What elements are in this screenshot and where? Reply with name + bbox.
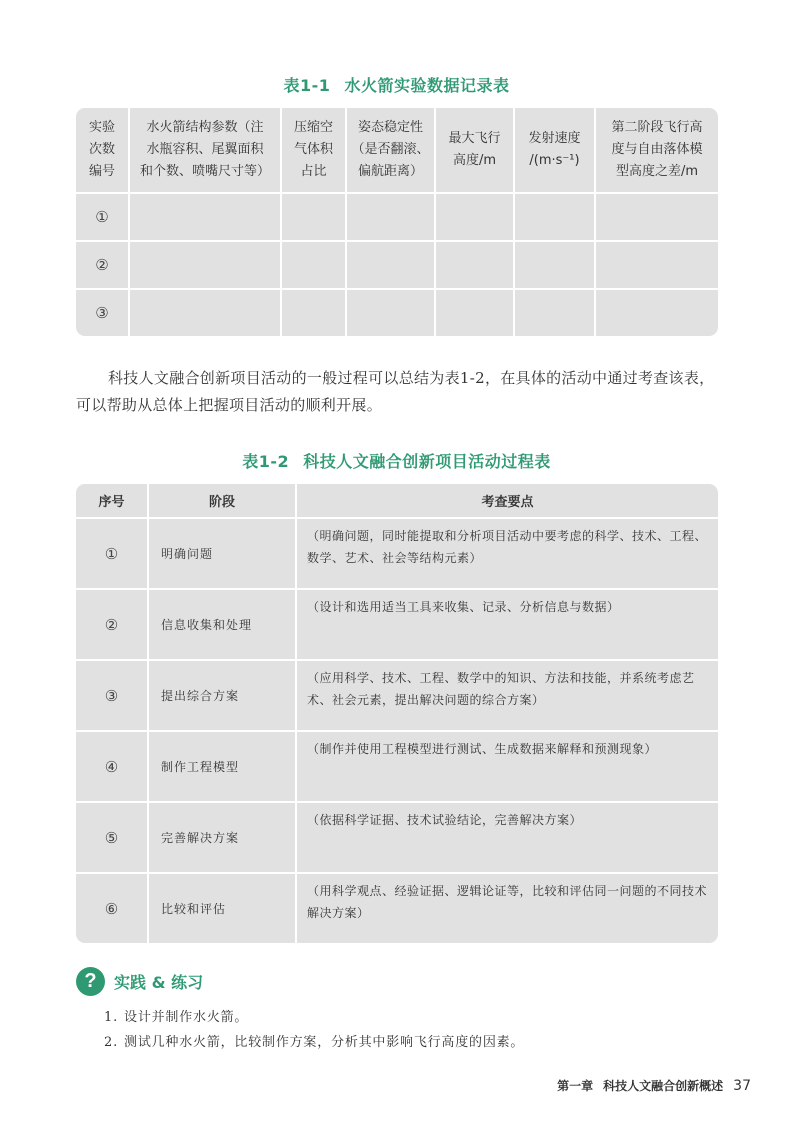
table2-row-number: ② [76, 589, 148, 660]
exercise-item [104, 1006, 248, 1025]
table1-empty-cell [346, 289, 435, 336]
table2-header-number: 序号 [76, 484, 148, 518]
table2-row-stage: 明确问题 [148, 518, 296, 589]
table1-empty-cell [595, 193, 718, 241]
table2-row [76, 660, 718, 731]
practice-title: 实践 & 练习 [114, 972, 204, 992]
table1-empty-cell [281, 289, 346, 336]
table2-row-points: （用科学观点、经验证据、逻辑论证等，比较和评估同一问题的不同技术解决方案） [296, 873, 718, 943]
table1 [76, 108, 718, 336]
table1-header-cell: 发射速度 /(m·s⁻¹) [514, 108, 595, 193]
table2-row-number: ① [76, 518, 148, 589]
table2-row-number: ⑥ [76, 873, 148, 943]
table1-header-cell: 实验 次数 编号 [76, 108, 129, 193]
table1-empty-cell [346, 241, 435, 289]
table2-caption: 科技人文融合创新项目活动过程表 [303, 452, 551, 471]
table2-row [76, 589, 718, 660]
table2-row-number: ⑤ [76, 802, 148, 873]
table1-empty-cell [435, 289, 514, 336]
table1-header-cell: 压缩空 气体积 占比 [281, 108, 346, 193]
table2-header-row [76, 484, 718, 518]
table1-header-row [76, 108, 718, 193]
table2-number: 表1-2 [242, 452, 290, 471]
table1-empty-cell [281, 193, 346, 241]
table2-header-stage: 阶段 [148, 484, 296, 518]
table2-row-stage: 提出综合方案 [148, 660, 296, 731]
table1-row [76, 193, 718, 241]
exercise-text: 测试几种水火箭，比较制作方案，分析其中影响飞行高度的因素。 [124, 1035, 525, 1050]
table2-row-number: ③ [76, 660, 148, 731]
table2 [76, 484, 718, 943]
table2-row-points: （应用科学、技术、工程、数学中的知识、方法和技能，并系统考虑艺术、社会元素，提出解决问题的综合方案） [296, 660, 718, 731]
table1-header-cell: 水火箭结构参数（注 水瓶容积、尾翼面积 和个数、喷嘴尺寸等） [129, 108, 281, 193]
exercise-number: 2. [104, 1035, 119, 1050]
table1-row-number: ③ [76, 289, 129, 336]
table1-empty-cell [129, 241, 281, 289]
table1-row-number: ① [76, 193, 129, 241]
table2-row [76, 802, 718, 873]
practice-heading [76, 966, 203, 996]
table1-empty-cell [595, 289, 718, 336]
table1-caption: 水火箭实验数据记录表 [344, 76, 510, 95]
question-icon: ? [76, 967, 105, 996]
exercise-number: 1. [104, 1010, 119, 1025]
exercise-item [104, 1031, 524, 1050]
page-number: 37 [733, 1078, 751, 1094]
table2-row-stage: 信息收集和处理 [148, 589, 296, 660]
table1-row [76, 289, 718, 336]
footer-book-title: 科技人文融合创新概述 [603, 1079, 724, 1093]
table1-number: 表1-1 [283, 76, 331, 95]
table1-empty-cell [514, 241, 595, 289]
exercise-text: 设计并制作水火箭。 [124, 1010, 249, 1025]
table2-row-stage: 比较和评估 [148, 873, 296, 943]
table1-empty-cell [346, 193, 435, 241]
table2-row-points: （明确问题，同时能提取和分析项目活动中要考虑的科学、技术、工程、数学、艺术、社会等结构元素） [296, 518, 718, 589]
table2-row-stage: 完善解决方案 [148, 802, 296, 873]
table2-row-points: （制作并使用工程模型进行测试、生成数据来解释和预测现象） [296, 731, 718, 802]
table1-header-cell: 最大飞行 高度/m [435, 108, 514, 193]
body-paragraph: 科技人文融合创新项目活动的一般过程可以总结为表1-2，在具体的活动中通过考查该表，可以帮助从总体上把握项目活动的顺利开展。 [76, 369, 715, 414]
table2-row-points: （依据科学证据、技术试验结论，完善解决方案） [296, 802, 718, 873]
table1-row [76, 241, 718, 289]
table2-row [76, 873, 718, 943]
footer-chapter: 第一章 [557, 1079, 594, 1093]
table1-empty-cell [435, 241, 514, 289]
table2-row [76, 731, 718, 802]
table2-row-number: ④ [76, 731, 148, 802]
table1-header-cell: 第二阶段飞行高 度与自由落体模 型高度之差/m [595, 108, 718, 193]
table2-row-points: （设计和选用适当工具来收集、记录、分析信息与数据） [296, 589, 718, 660]
table1-empty-cell [129, 289, 281, 336]
table2-row [76, 518, 718, 589]
table1-empty-cell [514, 193, 595, 241]
table2-header-points: 考查要点 [296, 484, 718, 518]
table1-empty-cell [514, 289, 595, 336]
page-footer [557, 1077, 751, 1094]
table1-empty-cell [435, 193, 514, 241]
table2-row-stage: 制作工程模型 [148, 731, 296, 802]
table1-empty-cell [129, 193, 281, 241]
table2-title [0, 449, 793, 472]
table1-empty-cell [595, 241, 718, 289]
table1-row-number: ② [76, 241, 129, 289]
table1-title [0, 73, 793, 96]
table1-header-cell: 姿态稳定性 （是否翻滚、 偏航距离） [346, 108, 435, 193]
table1-empty-cell [281, 241, 346, 289]
